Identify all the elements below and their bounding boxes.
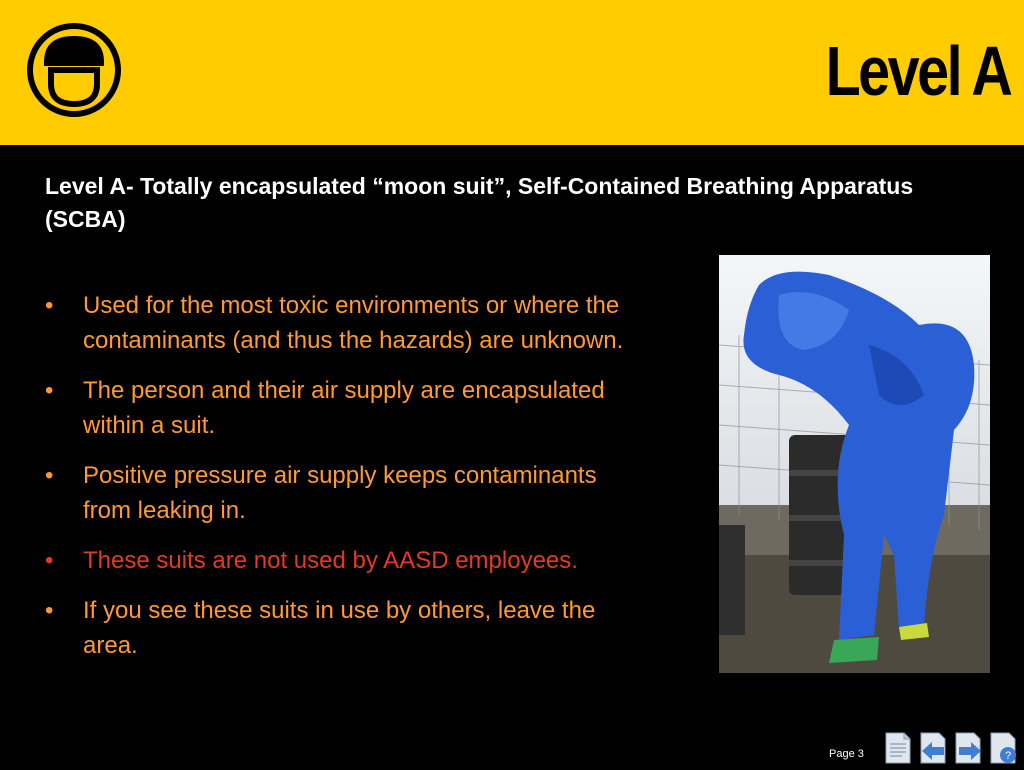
back-button[interactable] [918,731,948,765]
bullet-marker: • [45,597,54,624]
bullet-marker: • [45,462,54,489]
list-item [45,288,625,358]
bullet-marker: • [45,292,54,319]
document-icon [883,731,913,765]
bullet-text: Used for the most toxic environments or where the contaminants (and thus the hazards) are unknown. [83,292,624,354]
forward-button[interactable] [953,731,983,765]
bullet-text: If you see these suits in use by others, leave the area. [83,597,596,659]
help-icon [988,731,1018,765]
slide-header [0,0,1024,145]
bullet-marker: • [45,547,54,574]
list-item [45,373,625,443]
bullet-text: These suits are not used by AASD employees. [83,547,578,574]
back-arrow-icon [918,731,948,765]
hazmat-photo-illustration [719,255,990,673]
list-item [45,543,625,578]
forward-arrow-icon [953,731,983,765]
svg-text:?: ? [1004,750,1012,762]
bullet-text: Positive pressure air supply keeps contaminants from leaking in. [83,462,597,524]
bullet-list [45,288,625,678]
slide-title: Level A [825,32,1010,110]
hazmat-suit-photo [719,255,990,673]
help-button[interactable] [988,731,1018,765]
bullet-text: The person and their air supply are encapsulated within a suit. [83,377,605,439]
hard-hat-icon [26,22,122,118]
document-button[interactable] [883,731,913,765]
list-item [45,458,625,528]
list-item [45,593,625,663]
page-number: Page 3 [829,748,864,760]
slide-subtitle: Level A- Totally encapsulated “moon suit”, Self-Contained Breathing Apparatus (SCBA) [45,173,914,232]
bullet-marker: • [45,377,54,404]
